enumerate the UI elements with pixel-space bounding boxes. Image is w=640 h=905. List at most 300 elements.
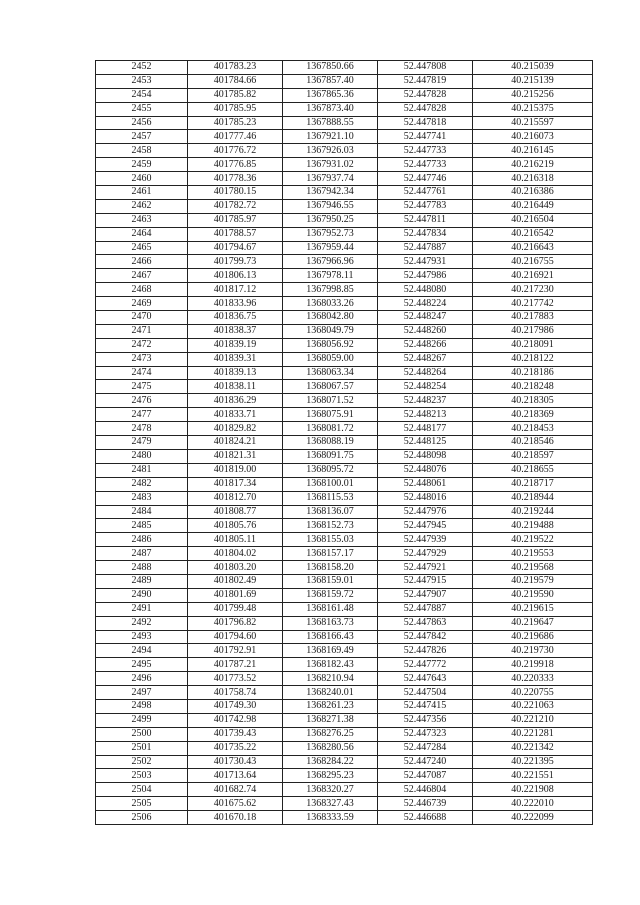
table-row xyxy=(96,269,593,283)
latitude-cell: 52.447834 xyxy=(378,227,473,241)
table-row xyxy=(96,366,593,380)
longitude-cell: 40.218655 xyxy=(473,463,593,477)
point-number-cell: 2506 xyxy=(96,811,188,825)
point-number-cell: 2462 xyxy=(96,199,188,213)
longitude-cell: 40.218305 xyxy=(473,394,593,408)
northing-cell: 1368276.25 xyxy=(283,727,378,741)
easting-cell: 401817.12 xyxy=(188,283,283,297)
table-row xyxy=(96,602,593,616)
easting-cell: 401801.69 xyxy=(188,588,283,602)
point-number-cell: 2452 xyxy=(96,61,188,75)
northing-cell: 1368169.49 xyxy=(283,644,378,658)
longitude-cell: 40.215375 xyxy=(473,102,593,116)
point-number-cell: 2483 xyxy=(96,491,188,505)
table-row xyxy=(96,61,593,75)
point-number-cell: 2473 xyxy=(96,352,188,366)
point-number-cell: 2460 xyxy=(96,172,188,186)
point-number-cell: 2496 xyxy=(96,672,188,686)
northing-cell: 1368136.07 xyxy=(283,505,378,519)
easting-cell: 401792.91 xyxy=(188,644,283,658)
latitude-cell: 52.447828 xyxy=(378,88,473,102)
point-number-cell: 2457 xyxy=(96,130,188,144)
point-number-cell: 2471 xyxy=(96,324,188,338)
latitude-cell: 52.447772 xyxy=(378,658,473,672)
northing-cell: 1368049.79 xyxy=(283,324,378,338)
point-number-cell: 2466 xyxy=(96,255,188,269)
longitude-cell: 40.219522 xyxy=(473,533,593,547)
latitude-cell: 52.447087 xyxy=(378,769,473,783)
latitude-cell: 52.448267 xyxy=(378,352,473,366)
easting-cell: 401833.71 xyxy=(188,408,283,422)
latitude-cell: 52.448254 xyxy=(378,380,473,394)
easting-cell: 401833.96 xyxy=(188,297,283,311)
point-number-cell: 2463 xyxy=(96,213,188,227)
northing-cell: 1368161.48 xyxy=(283,602,378,616)
northing-cell: 1367950.25 xyxy=(283,213,378,227)
northing-cell: 1367952.73 xyxy=(283,227,378,241)
point-number-cell: 2456 xyxy=(96,116,188,130)
table-row xyxy=(96,338,593,352)
longitude-cell: 40.216145 xyxy=(473,144,593,158)
latitude-cell: 52.447284 xyxy=(378,741,473,755)
northing-cell: 1368159.01 xyxy=(283,574,378,588)
longitude-cell: 40.218717 xyxy=(473,477,593,491)
northing-cell: 1368063.34 xyxy=(283,366,378,380)
easting-cell: 401799.73 xyxy=(188,255,283,269)
point-number-cell: 2453 xyxy=(96,74,188,88)
northing-cell: 1368067.57 xyxy=(283,380,378,394)
easting-cell: 401713.64 xyxy=(188,769,283,783)
point-number-cell: 2485 xyxy=(96,519,188,533)
latitude-cell: 52.448061 xyxy=(378,477,473,491)
point-number-cell: 2497 xyxy=(96,686,188,700)
easting-cell: 401780.15 xyxy=(188,186,283,200)
latitude-cell: 52.448224 xyxy=(378,297,473,311)
latitude-cell: 52.447323 xyxy=(378,727,473,741)
point-number-cell: 2486 xyxy=(96,533,188,547)
longitude-cell: 40.219579 xyxy=(473,574,593,588)
table-row xyxy=(96,630,593,644)
easting-cell: 401739.43 xyxy=(188,727,283,741)
longitude-cell: 40.216219 xyxy=(473,158,593,172)
table-row xyxy=(96,213,593,227)
easting-cell: 401839.31 xyxy=(188,352,283,366)
longitude-cell: 40.219553 xyxy=(473,547,593,561)
easting-cell: 401785.97 xyxy=(188,213,283,227)
longitude-cell: 40.219590 xyxy=(473,588,593,602)
northing-cell: 1368182.43 xyxy=(283,658,378,672)
latitude-cell: 52.447415 xyxy=(378,699,473,713)
northing-cell: 1367946.55 xyxy=(283,199,378,213)
longitude-cell: 40.221342 xyxy=(473,741,593,755)
easting-cell: 401796.82 xyxy=(188,616,283,630)
coordinates-table-body xyxy=(96,61,593,825)
point-number-cell: 2502 xyxy=(96,755,188,769)
northing-cell: 1368091.75 xyxy=(283,449,378,463)
northing-cell: 1368157.17 xyxy=(283,547,378,561)
latitude-cell: 52.447828 xyxy=(378,102,473,116)
longitude-cell: 40.217742 xyxy=(473,297,593,311)
latitude-cell: 52.446804 xyxy=(378,783,473,797)
latitude-cell: 52.448237 xyxy=(378,394,473,408)
latitude-cell: 52.447356 xyxy=(378,713,473,727)
easting-cell: 401758.74 xyxy=(188,686,283,700)
longitude-cell: 40.215597 xyxy=(473,116,593,130)
northing-cell: 1368115.53 xyxy=(283,491,378,505)
latitude-cell: 52.448098 xyxy=(378,449,473,463)
table-row xyxy=(96,255,593,269)
easting-cell: 401839.19 xyxy=(188,338,283,352)
northing-cell: 1368320.27 xyxy=(283,783,378,797)
longitude-cell: 40.215039 xyxy=(473,61,593,75)
easting-cell: 401785.23 xyxy=(188,116,283,130)
point-number-cell: 2454 xyxy=(96,88,188,102)
longitude-cell: 40.220333 xyxy=(473,672,593,686)
easting-cell: 401749.30 xyxy=(188,699,283,713)
point-number-cell: 2477 xyxy=(96,408,188,422)
table-row xyxy=(96,297,593,311)
latitude-cell: 52.447746 xyxy=(378,172,473,186)
northing-cell: 1367966.96 xyxy=(283,255,378,269)
easting-cell: 401806.13 xyxy=(188,269,283,283)
table-row xyxy=(96,519,593,533)
longitude-cell: 40.221063 xyxy=(473,699,593,713)
longitude-cell: 40.219488 xyxy=(473,519,593,533)
easting-cell: 401836.29 xyxy=(188,394,283,408)
longitude-cell: 40.221395 xyxy=(473,755,593,769)
point-number-cell: 2478 xyxy=(96,422,188,436)
longitude-cell: 40.221281 xyxy=(473,727,593,741)
point-number-cell: 2500 xyxy=(96,727,188,741)
longitude-cell: 40.219647 xyxy=(473,616,593,630)
latitude-cell: 52.447761 xyxy=(378,186,473,200)
longitude-cell: 40.217230 xyxy=(473,283,593,297)
table-row xyxy=(96,102,593,116)
table-row xyxy=(96,713,593,727)
latitude-cell: 52.447915 xyxy=(378,574,473,588)
northing-cell: 1367850.66 xyxy=(283,61,378,75)
easting-cell: 401730.43 xyxy=(188,755,283,769)
point-number-cell: 2490 xyxy=(96,588,188,602)
latitude-cell: 52.447240 xyxy=(378,755,473,769)
table-row xyxy=(96,186,593,200)
point-number-cell: 2505 xyxy=(96,797,188,811)
easting-cell: 401805.76 xyxy=(188,519,283,533)
table-row xyxy=(96,547,593,561)
table-row xyxy=(96,769,593,783)
easting-cell: 401824.21 xyxy=(188,436,283,450)
longitude-cell: 40.216073 xyxy=(473,130,593,144)
latitude-cell: 52.448213 xyxy=(378,408,473,422)
latitude-cell: 52.446739 xyxy=(378,797,473,811)
longitude-cell: 40.216318 xyxy=(473,172,593,186)
latitude-cell: 52.447811 xyxy=(378,213,473,227)
point-number-cell: 2459 xyxy=(96,158,188,172)
latitude-cell: 52.448260 xyxy=(378,324,473,338)
longitude-cell: 40.221551 xyxy=(473,769,593,783)
table-row xyxy=(96,561,593,575)
easting-cell: 401785.95 xyxy=(188,102,283,116)
longitude-cell: 40.222010 xyxy=(473,797,593,811)
northing-cell: 1368163.73 xyxy=(283,616,378,630)
northing-cell: 1368327.43 xyxy=(283,797,378,811)
latitude-cell: 52.448080 xyxy=(378,283,473,297)
point-number-cell: 2482 xyxy=(96,477,188,491)
table-row xyxy=(96,658,593,672)
longitude-cell: 40.215139 xyxy=(473,74,593,88)
northing-cell: 1368240.01 xyxy=(283,686,378,700)
northing-cell: 1367931.02 xyxy=(283,158,378,172)
easting-cell: 401670.18 xyxy=(188,811,283,825)
table-row xyxy=(96,408,593,422)
longitude-cell: 40.219730 xyxy=(473,644,593,658)
table-row xyxy=(96,144,593,158)
point-number-cell: 2476 xyxy=(96,394,188,408)
easting-cell: 401817.34 xyxy=(188,477,283,491)
latitude-cell: 52.447818 xyxy=(378,116,473,130)
latitude-cell: 52.447733 xyxy=(378,158,473,172)
easting-cell: 401805.11 xyxy=(188,533,283,547)
longitude-cell: 40.219568 xyxy=(473,561,593,575)
table-row xyxy=(96,797,593,811)
longitude-cell: 40.222099 xyxy=(473,811,593,825)
point-number-cell: 2488 xyxy=(96,561,188,575)
latitude-cell: 52.447976 xyxy=(378,505,473,519)
latitude-cell: 52.446688 xyxy=(378,811,473,825)
table-row xyxy=(96,352,593,366)
point-number-cell: 2469 xyxy=(96,297,188,311)
easting-cell: 401836.75 xyxy=(188,311,283,325)
latitude-cell: 52.447826 xyxy=(378,644,473,658)
longitude-cell: 40.216643 xyxy=(473,241,593,255)
easting-cell: 401777.46 xyxy=(188,130,283,144)
table-row xyxy=(96,449,593,463)
table-row xyxy=(96,88,593,102)
table-row xyxy=(96,644,593,658)
point-number-cell: 2470 xyxy=(96,311,188,325)
latitude-cell: 52.447931 xyxy=(378,255,473,269)
point-number-cell: 2484 xyxy=(96,505,188,519)
northing-cell: 1368033.26 xyxy=(283,297,378,311)
point-number-cell: 2465 xyxy=(96,241,188,255)
easting-cell: 401785.82 xyxy=(188,88,283,102)
longitude-cell: 40.219686 xyxy=(473,630,593,644)
easting-cell: 401838.37 xyxy=(188,324,283,338)
point-number-cell: 2474 xyxy=(96,366,188,380)
northing-cell: 1368056.92 xyxy=(283,338,378,352)
table-row xyxy=(96,436,593,450)
easting-cell: 401794.67 xyxy=(188,241,283,255)
longitude-cell: 40.218453 xyxy=(473,422,593,436)
table-row xyxy=(96,227,593,241)
latitude-cell: 52.447907 xyxy=(378,588,473,602)
point-number-cell: 2479 xyxy=(96,436,188,450)
latitude-cell: 52.448177 xyxy=(378,422,473,436)
easting-cell: 401778.36 xyxy=(188,172,283,186)
point-number-cell: 2499 xyxy=(96,713,188,727)
easting-cell: 401829.82 xyxy=(188,422,283,436)
table-row xyxy=(96,422,593,436)
easting-cell: 401675.62 xyxy=(188,797,283,811)
point-number-cell: 2480 xyxy=(96,449,188,463)
northing-cell: 1368271.38 xyxy=(283,713,378,727)
easting-cell: 401735.22 xyxy=(188,741,283,755)
table-row xyxy=(96,199,593,213)
table-row xyxy=(96,463,593,477)
northing-cell: 1367921.10 xyxy=(283,130,378,144)
latitude-cell: 52.447945 xyxy=(378,519,473,533)
northing-cell: 1368100.01 xyxy=(283,477,378,491)
easting-cell: 401784.66 xyxy=(188,74,283,88)
table-row xyxy=(96,380,593,394)
point-number-cell: 2491 xyxy=(96,602,188,616)
longitude-cell: 40.218944 xyxy=(473,491,593,505)
easting-cell: 401787.21 xyxy=(188,658,283,672)
northing-cell: 1368280.56 xyxy=(283,741,378,755)
northing-cell: 1368158.20 xyxy=(283,561,378,575)
northing-cell: 1368042.80 xyxy=(283,311,378,325)
latitude-cell: 52.447887 xyxy=(378,241,473,255)
longitude-cell: 40.218091 xyxy=(473,338,593,352)
latitude-cell: 52.447921 xyxy=(378,561,473,575)
northing-cell: 1368155.03 xyxy=(283,533,378,547)
easting-cell: 401821.31 xyxy=(188,449,283,463)
point-number-cell: 2498 xyxy=(96,699,188,713)
point-number-cell: 2475 xyxy=(96,380,188,394)
northing-cell: 1367873.40 xyxy=(283,102,378,116)
longitude-cell: 40.218369 xyxy=(473,408,593,422)
northing-cell: 1368088.19 xyxy=(283,436,378,450)
northing-cell: 1368081.72 xyxy=(283,422,378,436)
easting-cell: 401776.72 xyxy=(188,144,283,158)
table-row xyxy=(96,574,593,588)
northing-cell: 1367857.40 xyxy=(283,74,378,88)
longitude-cell: 40.216449 xyxy=(473,199,593,213)
table-row xyxy=(96,158,593,172)
table-row xyxy=(96,324,593,338)
easting-cell: 401799.48 xyxy=(188,602,283,616)
longitude-cell: 40.216755 xyxy=(473,255,593,269)
northing-cell: 1368075.91 xyxy=(283,408,378,422)
table-row xyxy=(96,505,593,519)
table-row xyxy=(96,616,593,630)
latitude-cell: 52.447863 xyxy=(378,616,473,630)
latitude-cell: 52.448266 xyxy=(378,338,473,352)
latitude-cell: 52.447887 xyxy=(378,602,473,616)
longitude-cell: 40.218546 xyxy=(473,436,593,450)
latitude-cell: 52.447643 xyxy=(378,672,473,686)
coordinates-table xyxy=(95,60,593,825)
northing-cell: 1368333.59 xyxy=(283,811,378,825)
northing-cell: 1367978.11 xyxy=(283,269,378,283)
table-row xyxy=(96,116,593,130)
northing-cell: 1368261.23 xyxy=(283,699,378,713)
easting-cell: 401776.85 xyxy=(188,158,283,172)
easting-cell: 401804.02 xyxy=(188,547,283,561)
easting-cell: 401788.57 xyxy=(188,227,283,241)
table-row xyxy=(96,241,593,255)
point-number-cell: 2493 xyxy=(96,630,188,644)
point-number-cell: 2467 xyxy=(96,269,188,283)
point-number-cell: 2492 xyxy=(96,616,188,630)
point-number-cell: 2489 xyxy=(96,574,188,588)
northing-cell: 1368095.72 xyxy=(283,463,378,477)
table-row xyxy=(96,533,593,547)
easting-cell: 401782.72 xyxy=(188,199,283,213)
point-number-cell: 2481 xyxy=(96,463,188,477)
point-number-cell: 2504 xyxy=(96,783,188,797)
easting-cell: 401802.49 xyxy=(188,574,283,588)
longitude-cell: 40.217883 xyxy=(473,311,593,325)
latitude-cell: 52.447819 xyxy=(378,74,473,88)
easting-cell: 401682.74 xyxy=(188,783,283,797)
point-number-cell: 2503 xyxy=(96,769,188,783)
latitude-cell: 52.447939 xyxy=(378,533,473,547)
longitude-cell: 40.218186 xyxy=(473,366,593,380)
table-row xyxy=(96,74,593,88)
table-row xyxy=(96,394,593,408)
longitude-cell: 40.220755 xyxy=(473,686,593,700)
table-row xyxy=(96,741,593,755)
latitude-cell: 52.448264 xyxy=(378,366,473,380)
easting-cell: 401808.77 xyxy=(188,505,283,519)
table-row xyxy=(96,172,593,186)
longitude-cell: 40.215256 xyxy=(473,88,593,102)
easting-cell: 401783.23 xyxy=(188,61,283,75)
point-number-cell: 2501 xyxy=(96,741,188,755)
northing-cell: 1368059.00 xyxy=(283,352,378,366)
table-row xyxy=(96,686,593,700)
easting-cell: 401742.98 xyxy=(188,713,283,727)
table-row xyxy=(96,672,593,686)
northing-cell: 1367998.85 xyxy=(283,283,378,297)
northing-cell: 1367937.74 xyxy=(283,172,378,186)
point-number-cell: 2468 xyxy=(96,283,188,297)
easting-cell: 401812.70 xyxy=(188,491,283,505)
longitude-cell: 40.219244 xyxy=(473,505,593,519)
latitude-cell: 52.447733 xyxy=(378,144,473,158)
table-row xyxy=(96,130,593,144)
northing-cell: 1367926.03 xyxy=(283,144,378,158)
point-number-cell: 2455 xyxy=(96,102,188,116)
latitude-cell: 52.448247 xyxy=(378,311,473,325)
latitude-cell: 52.447504 xyxy=(378,686,473,700)
longitude-cell: 40.218122 xyxy=(473,352,593,366)
longitude-cell: 40.221908 xyxy=(473,783,593,797)
longitude-cell: 40.217986 xyxy=(473,324,593,338)
latitude-cell: 52.447808 xyxy=(378,61,473,75)
table-row xyxy=(96,283,593,297)
longitude-cell: 40.221210 xyxy=(473,713,593,727)
latitude-cell: 52.448076 xyxy=(378,463,473,477)
longitude-cell: 40.216542 xyxy=(473,227,593,241)
longitude-cell: 40.216386 xyxy=(473,186,593,200)
northing-cell: 1368210.94 xyxy=(283,672,378,686)
northing-cell: 1368166.43 xyxy=(283,630,378,644)
easting-cell: 401819.00 xyxy=(188,463,283,477)
northing-cell: 1367888.55 xyxy=(283,116,378,130)
point-number-cell: 2464 xyxy=(96,227,188,241)
latitude-cell: 52.447783 xyxy=(378,199,473,213)
northing-cell: 1367865.36 xyxy=(283,88,378,102)
easting-cell: 401794.60 xyxy=(188,630,283,644)
table-row xyxy=(96,811,593,825)
northing-cell: 1368295.23 xyxy=(283,769,378,783)
table-row xyxy=(96,699,593,713)
point-number-cell: 2487 xyxy=(96,547,188,561)
table-row xyxy=(96,727,593,741)
easting-cell: 401803.20 xyxy=(188,561,283,575)
